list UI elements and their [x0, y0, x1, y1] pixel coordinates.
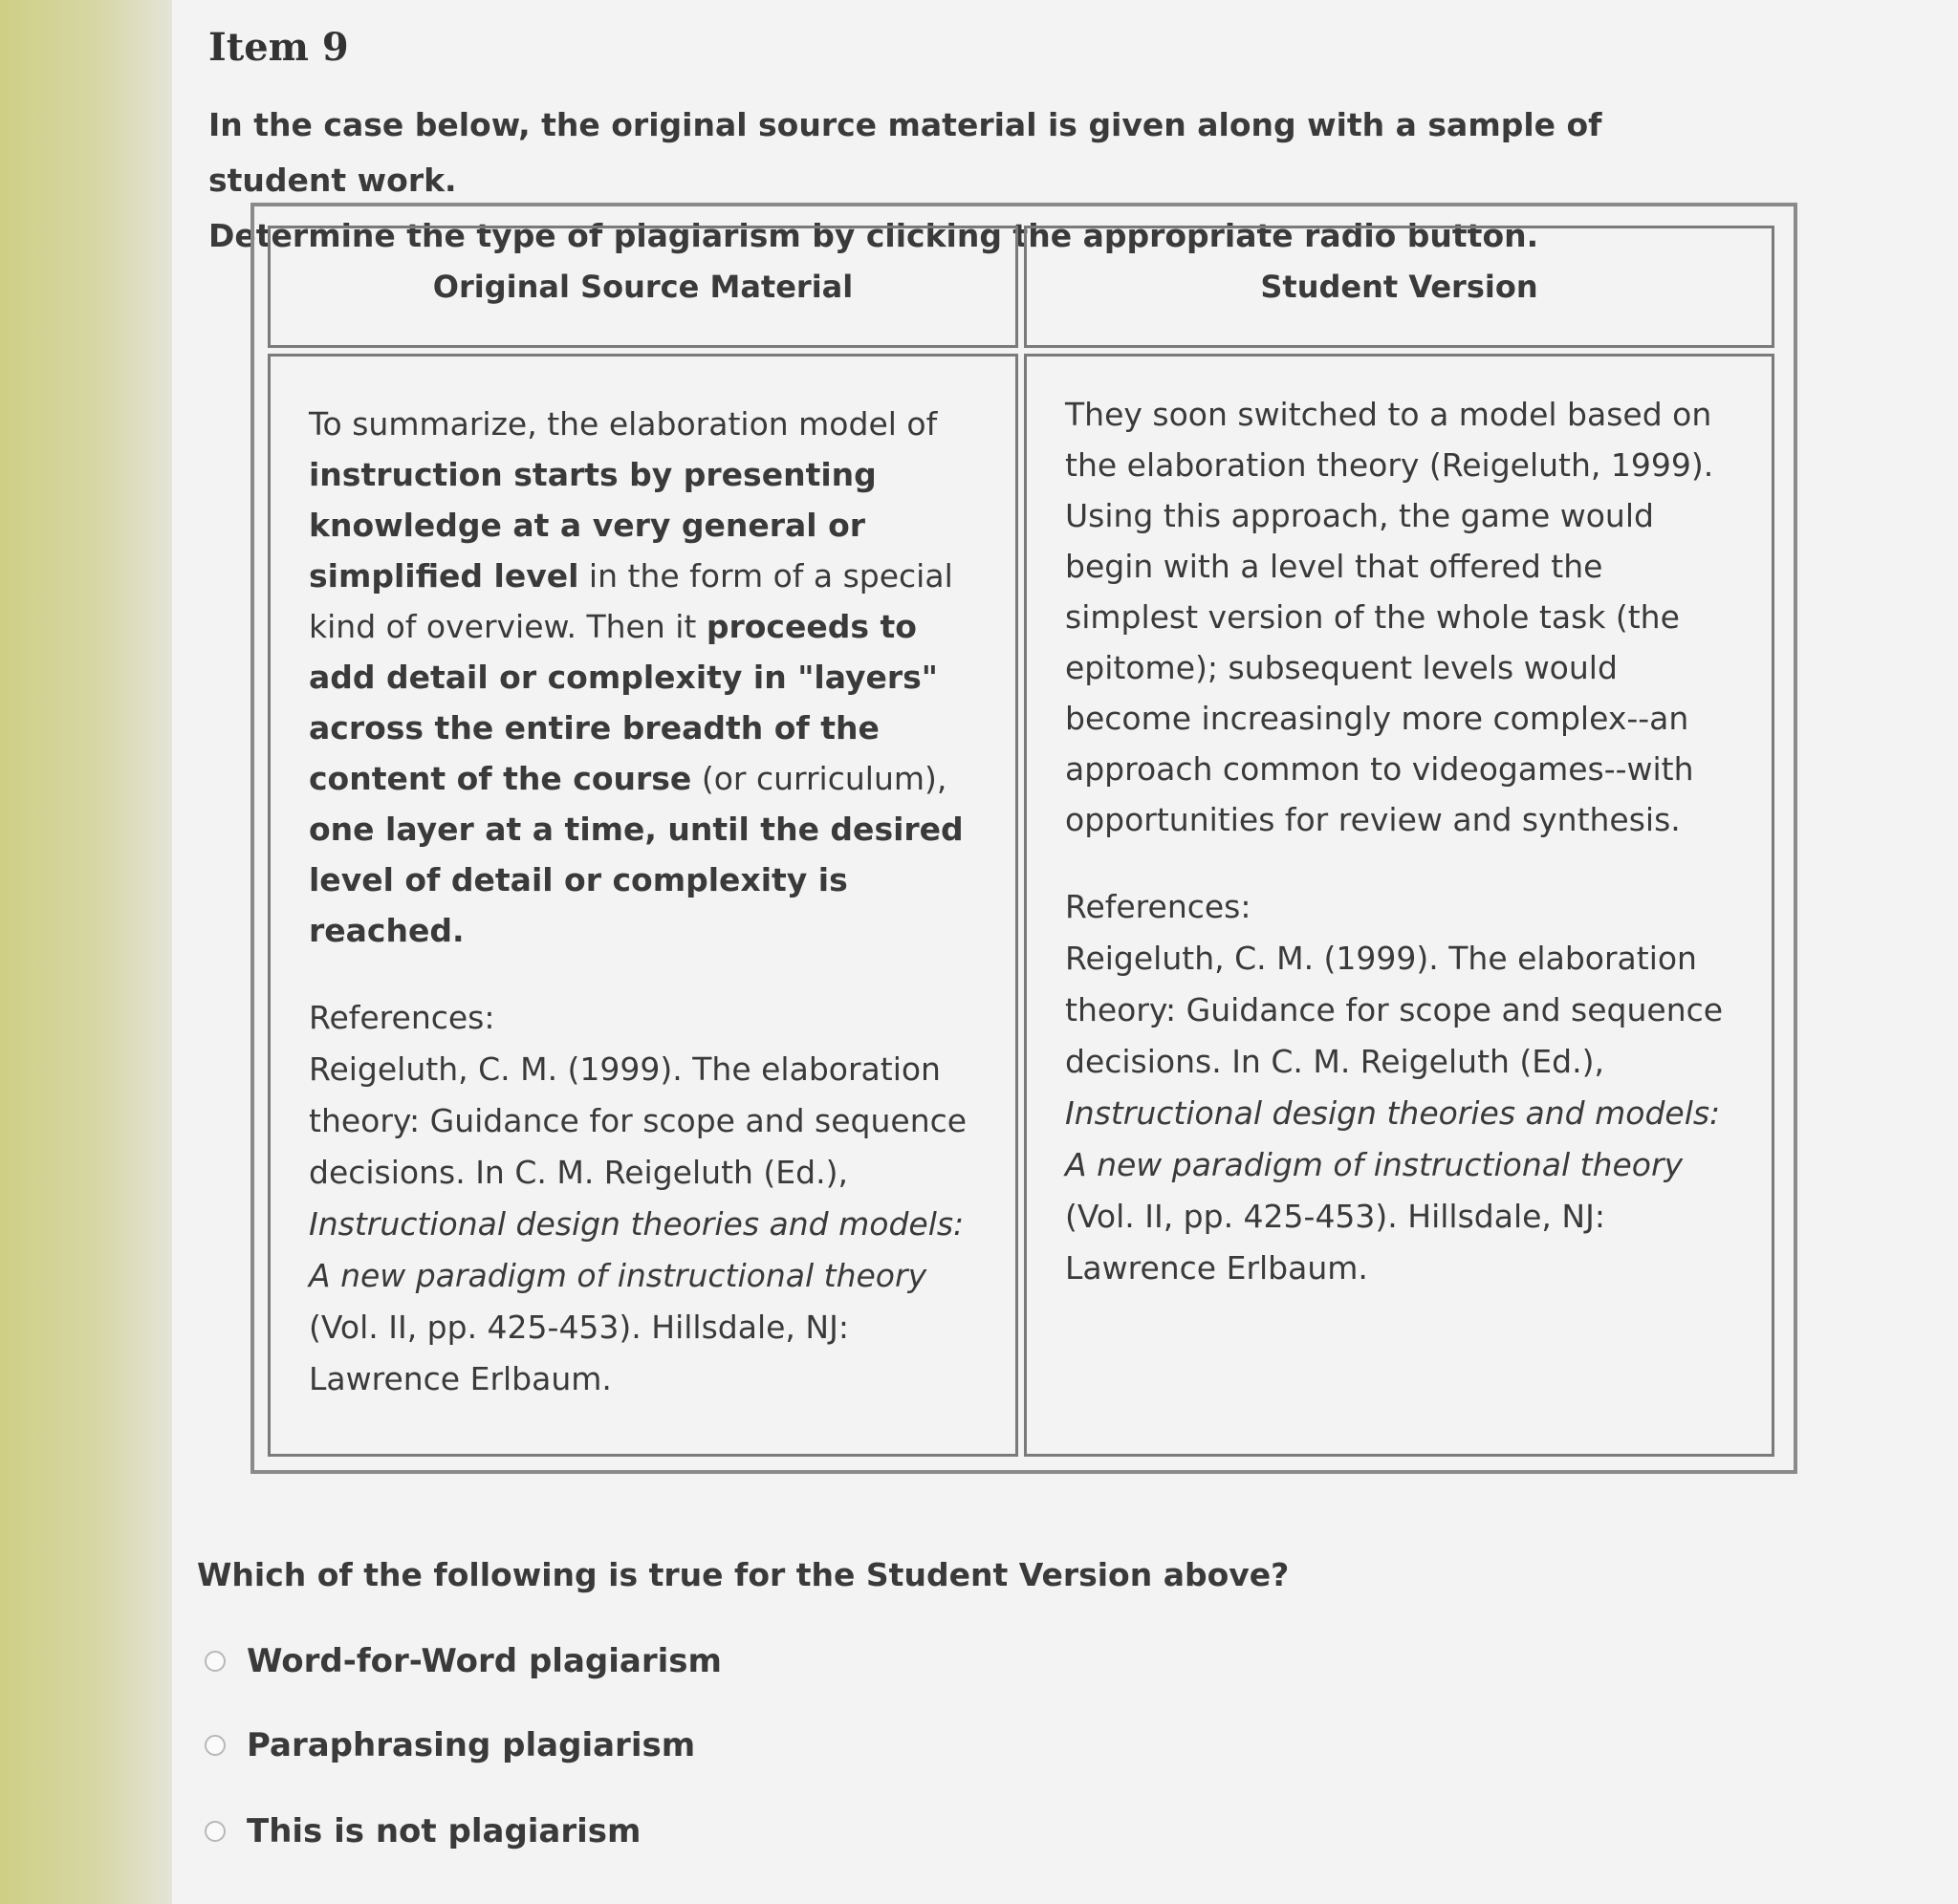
left-margin-band [0, 0, 172, 1904]
original-passage [309, 399, 977, 956]
student-ref-title: Instructional design theories and models: A new paradigm of instructional theory [1065, 1094, 1721, 1183]
original-source-cell [268, 354, 1018, 1457]
original-text-1: To summarize, the elaboration model of [309, 405, 938, 443]
student-version-cell [1024, 354, 1774, 1457]
option-paraphrasing[interactable] [205, 1726, 695, 1764]
original-bold-3: one layer at a time, until the desired level of detail or complexity is reached. [309, 811, 964, 949]
original-text-3: (or curriculum), [691, 760, 947, 797]
case-table [250, 203, 1797, 1474]
student-ref-post: (Vol. II, pp. 425-453). Hillsdale, NJ: Lawrence Erlbaum. [1065, 1198, 1605, 1287]
instructions-line-1: In the case below, the original source material is given along with a sample of student work. [208, 106, 1602, 199]
header-original-source: Original Source Material [268, 226, 1018, 348]
original-ref-pre: Reigeluth, C. M. (1999). The elaboration theory: Guidance for scope and sequence decisions. In C. M. Reigeluth (Ed.), [309, 1050, 968, 1191]
radio-word-for-word[interactable] [205, 1651, 226, 1672]
header-student-version: Student Version [1024, 226, 1774, 348]
student-references-label: References: [1065, 888, 1251, 925]
original-reference-citation [309, 1044, 977, 1405]
option-word-for-word[interactable] [205, 1642, 722, 1680]
option-word-for-word-label: Word-for-Word plagiarism [247, 1642, 722, 1680]
original-ref-post: (Vol. II, pp. 425-453). Hillsdale, NJ: Lawrence Erlbaum. [309, 1309, 849, 1397]
student-ref-pre: Reigeluth, C. M. (1999). The elaboration theory: Guidance for scope and sequence decisions. In C. M. Reigeluth (Ed.), [1065, 940, 1724, 1080]
original-ref-title: Instructional design theories and models: A new paradigm of instructional theory [309, 1205, 965, 1294]
radio-paraphrasing[interactable] [205, 1735, 226, 1756]
option-paraphrasing-label: Paraphrasing plagiarism [247, 1726, 696, 1764]
comparison-table [262, 220, 1780, 1462]
option-not-plagiarism[interactable] [205, 1812, 641, 1850]
student-reference-citation [1065, 933, 1733, 1294]
original-text-2: in the form of a special kind of overview. Then it [309, 557, 953, 645]
student-references [1065, 881, 1733, 1294]
original-bold-2: proceeds to add detail or complexity in "layers" across the entire breadth of the content of the course [309, 608, 938, 797]
option-not-plagiarism-label: This is not plagiarism [247, 1812, 642, 1850]
original-references-label: References: [309, 999, 495, 1036]
radio-not-plagiarism[interactable] [205, 1821, 226, 1842]
student-passage: They soon switched to a model based on the elaboration theory (Reigeluth, 1999). Using this approach, the game would begin with a level that offered the simplest version of the whole task (the epitome); subsequent levels would become increasingly more complex--an approach common to videogames--with opportunities for review and synthesis. [1065, 396, 1714, 838]
item-title: Item 9 [208, 25, 349, 70]
original-bold-1: instruction starts by presenting knowledge at a very general or simplified level [309, 456, 877, 595]
instructions-line-2: Determine the type of plagiarism by clicking the appropriate radio button. [208, 217, 1539, 254]
original-references [309, 992, 977, 1405]
question-prompt: Which of the following is true for the Student Version above? [197, 1556, 1290, 1593]
